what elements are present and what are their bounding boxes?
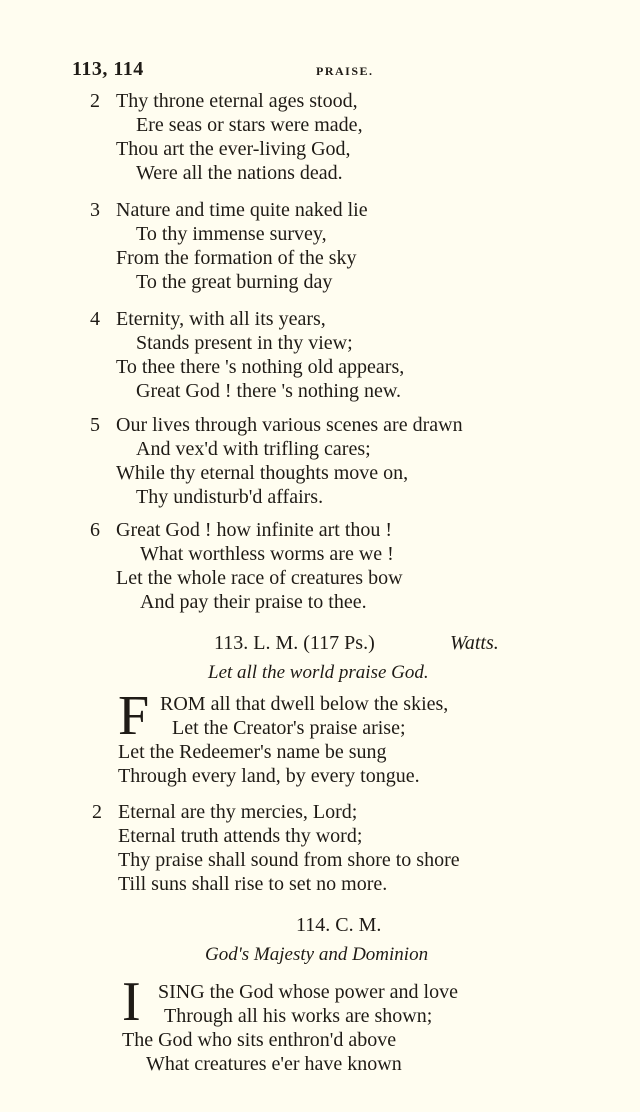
verse-line: Ere seas or stars were made,: [136, 114, 363, 136]
verse-line: Thy throne eternal ages stood,: [116, 90, 358, 112]
verse-line: To thee there 's nothing old appears,: [116, 356, 405, 378]
drop-cap: I: [122, 971, 141, 1033]
verse-number: 5: [90, 414, 100, 436]
verse-line: What creatures e'er have known: [146, 1053, 402, 1075]
verse-line: Great God ! how infinite art thou !: [116, 519, 393, 541]
verse-number: 4: [90, 308, 100, 330]
verse-line: Eternity, with all its years,: [116, 308, 326, 330]
verse-line: Our lives through various scenes are drawn: [116, 414, 463, 436]
verse-line: Were all the nations dead.: [136, 162, 343, 184]
verse-line: Through every land, by every tongue.: [118, 765, 420, 787]
verse-line: Eternal truth attends thy word;: [118, 825, 363, 847]
verse-line: While thy eternal thoughts move on,: [116, 462, 409, 484]
verse-number: 2: [90, 90, 100, 112]
hymn-author: Watts.: [450, 632, 499, 654]
verse-line: Let the whole race of creatures bow: [116, 567, 403, 589]
verse-line: Thou art the ever-living God,: [116, 138, 351, 160]
verse-number: 6: [90, 519, 100, 541]
page-numbers: 113, 114: [72, 58, 144, 80]
hymn-subtitle: Let all the world praise God.: [208, 662, 429, 683]
drop-cap: F: [118, 685, 150, 747]
verse-line: The God who sits enthron'd above: [122, 1029, 397, 1051]
verse-line: What worthless worms are we !: [140, 543, 394, 565]
verse-line: To thy immense survey,: [136, 223, 327, 245]
hymn-subtitle: God's Majesty and Dominion: [205, 944, 429, 965]
verse-line: Till suns shall rise to set no more.: [118, 873, 388, 895]
page-header: [72, 58, 392, 86]
hymn-heading: 113. L. M. (117 Ps.): [214, 632, 375, 654]
hymn-heading: 114. C. M.: [296, 914, 382, 936]
verse-line: Nature and time quite naked lie: [116, 199, 368, 221]
verse-line: And pay their praise to thee.: [140, 591, 367, 613]
section-title: PRAISE.: [316, 64, 374, 78]
verse-line: Let the Creator's praise arise;: [172, 717, 406, 739]
verse-number: 2: [92, 801, 102, 823]
verse-line: Thy undisturb'd affairs.: [136, 486, 324, 508]
verse-line: SING the God whose power and love: [158, 981, 458, 1003]
verse-line: Stands present in thy view;: [136, 332, 353, 354]
verse-line: Let the Redeemer's name be sung: [118, 741, 387, 763]
verse-line: ROM all that dwell below the skies,: [160, 693, 449, 715]
verse-number: 3: [90, 199, 100, 221]
verse-line: Through all his works are shown;: [164, 1005, 433, 1027]
verse-line: Great God ! there 's nothing new.: [136, 380, 402, 402]
verse-line: To the great burning day: [136, 271, 333, 293]
verse-line: Eternal are thy mercies, Lord;: [118, 801, 358, 823]
verse-line: And vex'd with trifling cares;: [136, 438, 371, 460]
verse-line: From the formation of the sky: [116, 247, 357, 269]
verse-line: Thy praise shall sound from shore to shore: [118, 849, 460, 871]
